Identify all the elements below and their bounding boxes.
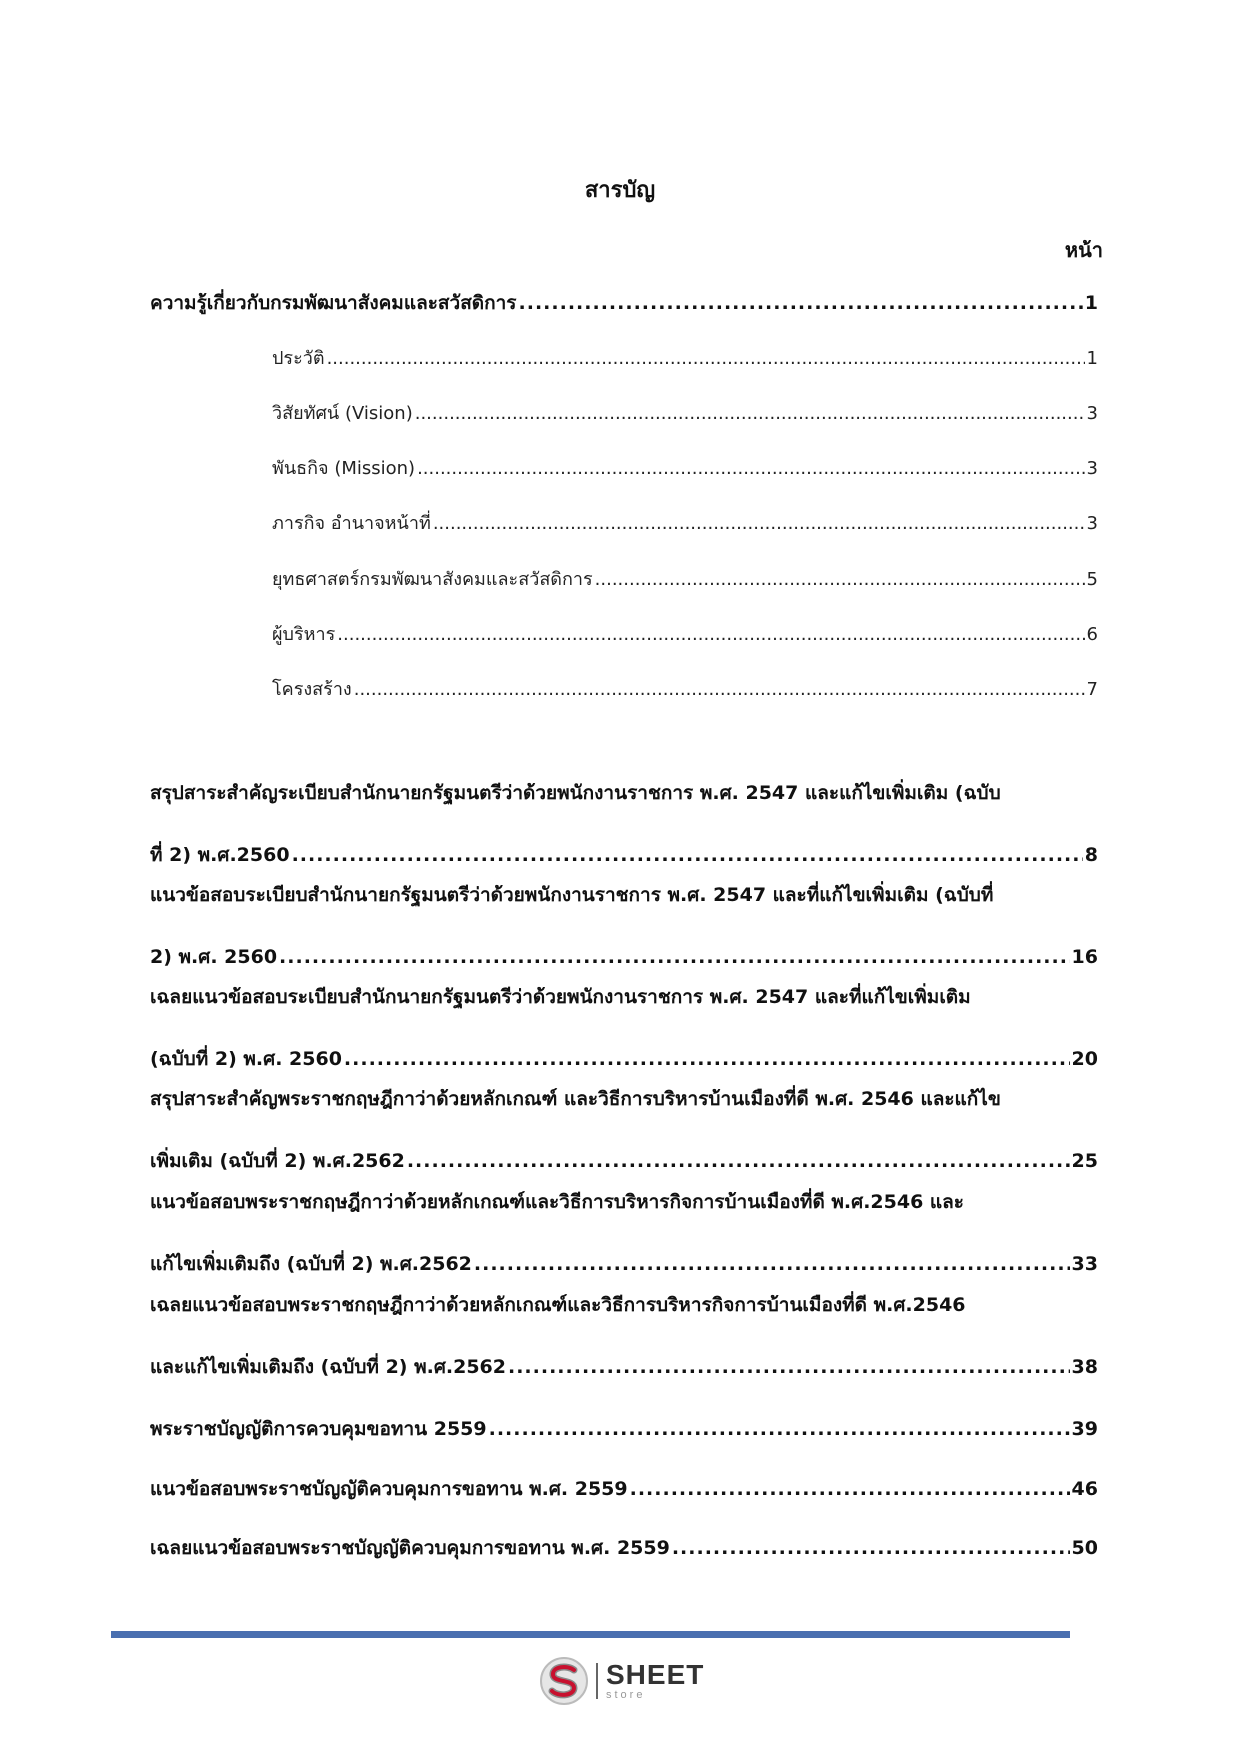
toc-page-number: 46	[1071, 1478, 1098, 1500]
toc-page-number: 39	[1071, 1418, 1098, 1440]
dot-leader	[630, 1474, 1070, 1504]
toc-page-number: 6	[1086, 624, 1098, 645]
toc-entry-text: พันธกิจ (Mission)	[272, 458, 416, 479]
toc-entry[interactable]	[150, 1414, 1098, 1444]
toc-subentry[interactable]	[272, 565, 1098, 595]
toc-entry-text-line1: สรุปสาระสำคัญพระราชกฤษฎีกาว่าด้วยหลักเกณฑ์ และวิธีการบริหารบ้านเมืองที่ดี พ.ศ. 2546 และแก้ไข	[150, 1088, 1001, 1110]
dot-leader	[292, 840, 1083, 870]
toc-entry[interactable]	[150, 1290, 1098, 1382]
toc-entry-text: ประวัติ	[272, 348, 325, 369]
toc-entry[interactable]	[150, 288, 1098, 318]
toc-entry[interactable]	[150, 778, 1098, 870]
toc-page-number: 25	[1071, 1150, 1098, 1172]
toc-page-number: 5	[1086, 569, 1098, 590]
toc-entry-text-line2: ที่ 2) พ.ศ.2560	[150, 844, 290, 866]
toc-entry-text: ความรู้เกี่ยวกับกรมพัฒนาสังคมและสวัสดิการ	[150, 292, 517, 314]
toc-page-number: 3	[1086, 513, 1098, 534]
toc-subentry[interactable]	[272, 509, 1098, 539]
toc-entry-text: แนวข้อสอบพระราชบัญญัติควบคุมการขอทาน พ.ศ. 2559	[150, 1478, 628, 1500]
toc-entry[interactable]	[150, 1533, 1098, 1563]
logo-separator	[596, 1663, 598, 1699]
logo-word: SHEET	[606, 1659, 705, 1690]
toc-entry[interactable]	[150, 880, 1098, 972]
toc-entry-text-line1: เฉลยแนวข้อสอบพระราชกฤษฎีกาว่าด้วยหลักเกณฑ์และวิธีการบริหารกิจการบ้านเมืองที่ดี พ.ศ.2546	[150, 1294, 966, 1316]
toc-entry-text-line1: แนวข้อสอบพระราชกฤษฎีกาว่าด้วยหลักเกณฑ์และวิธีการบริหารกิจการบ้านเมืองที่ดี พ.ศ.2546 และ	[150, 1191, 965, 1213]
toc-page-number: 1	[1084, 292, 1098, 314]
dot-leader	[354, 675, 1085, 705]
page-column-header: หน้า	[1064, 238, 1103, 262]
toc-entry[interactable]	[150, 1084, 1098, 1176]
toc-entry-text: พระราชบัญญัติการควบคุมขอทาน 2559	[150, 1418, 487, 1440]
toc-subentry[interactable]	[272, 344, 1098, 374]
dot-leader	[433, 509, 1085, 539]
dot-leader	[327, 344, 1085, 374]
toc-entry-text-line2: 2) พ.ศ. 2560	[150, 946, 278, 968]
logo-text	[606, 1661, 704, 1701]
dot-leader	[489, 1414, 1070, 1444]
dot-leader	[595, 565, 1085, 595]
toc-entry[interactable]	[150, 982, 1098, 1074]
toc-page-number: 3	[1086, 458, 1098, 479]
toc-subentry[interactable]	[272, 454, 1098, 484]
toc-page-number: 8	[1084, 844, 1098, 866]
dot-leader	[474, 1249, 1070, 1279]
dot-leader	[344, 1044, 1070, 1074]
sheet-store-logo	[538, 1655, 704, 1707]
toc-subentry[interactable]	[272, 399, 1098, 429]
toc-page-number: 38	[1071, 1356, 1098, 1378]
sheet-store-s-icon	[538, 1655, 590, 1707]
toc-entry-text: โครงสร้าง	[272, 679, 352, 700]
dot-leader	[415, 399, 1085, 429]
dot-leader	[672, 1533, 1070, 1563]
toc-subentry[interactable]	[272, 675, 1098, 705]
dot-leader	[508, 1352, 1070, 1382]
toc-subentry[interactable]	[272, 620, 1098, 650]
dot-leader	[407, 1146, 1070, 1176]
toc-page-number: 50	[1071, 1537, 1098, 1559]
dot-leader	[337, 620, 1084, 650]
toc-page-number: 1	[1086, 348, 1098, 369]
toc-entry-text: วิสัยทัศน์ (Vision)	[272, 403, 413, 424]
toc-entry-text-line1: สรุปสาระสำคัญระเบียบสำนักนายกรัฐมนตรีว่าด้วยพนักงานราชการ พ.ศ. 2547 และแก้ไขเพิ่มเติม (ฉบับ	[150, 782, 1001, 804]
toc-entry-text: ภารกิจ อำนาจหน้าที่	[272, 513, 431, 534]
toc-entry-text-line2: แก้ไขเพิ่มเติมถึง (ฉบับที่ 2) พ.ศ.2562	[150, 1253, 472, 1275]
toc-entry-text: ยุทธศาสตร์กรมพัฒนาสังคมและสวัสดิการ	[272, 569, 593, 590]
toc-entry-text-line2: (ฉบับที่ 2) พ.ศ. 2560	[150, 1048, 342, 1070]
footer-rule	[111, 1631, 1070, 1638]
toc-entry-text-line2: และแก้ไขเพิ่มเติมถึง (ฉบับที่ 2) พ.ศ.2562	[150, 1356, 506, 1378]
dot-leader	[519, 288, 1083, 318]
toc-entry[interactable]	[150, 1187, 1098, 1279]
toc-entry-text: ผู้บริหาร	[272, 624, 336, 645]
logo-subword: store	[606, 1689, 646, 1701]
toc-entry-text-line2: เพิ่มเติม (ฉบับที่ 2) พ.ศ.2562	[150, 1150, 405, 1172]
toc-entry[interactable]	[150, 1474, 1098, 1504]
toc-entry-text: เฉลยแนวข้อสอบพระราชบัญญัติควบคุมการขอทาน พ.ศ. 2559	[150, 1537, 670, 1559]
toc-page-number: 16	[1071, 946, 1098, 968]
toc-page-number: 3	[1086, 403, 1098, 424]
dot-leader	[279, 942, 1070, 972]
dot-leader	[417, 454, 1084, 484]
toc-entry-text-line1: เฉลยแนวข้อสอบระเบียบสำนักนายกรัฐมนตรีว่าด้วยพนักงานราชการ พ.ศ. 2547 และที่แก้ไขเพิ่มเติม	[150, 986, 971, 1008]
toc-entry-text-line1: แนวข้อสอบระเบียบสำนักนายกรัฐมนตรีว่าด้วยพนักงานราชการ พ.ศ. 2547 และที่แก้ไขเพิ่มเติม (ฉบับที่	[150, 884, 994, 906]
toc-page-number: 33	[1071, 1253, 1098, 1275]
toc-page-number: 20	[1071, 1048, 1098, 1070]
page-title: สารบัญ	[584, 178, 656, 203]
toc-page-number: 7	[1086, 679, 1098, 700]
